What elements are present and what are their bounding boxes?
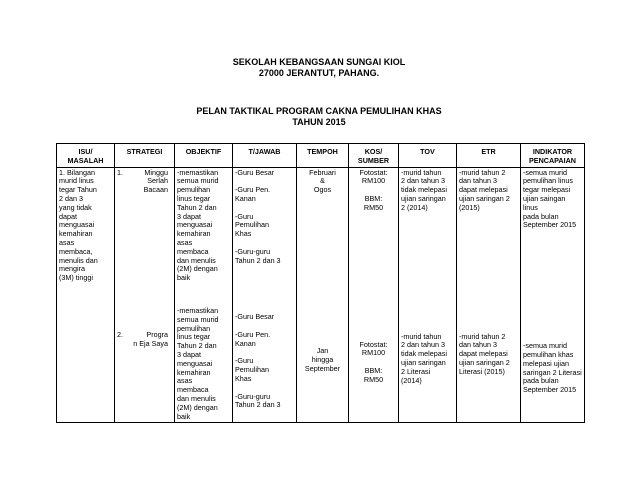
col-header-strategi: STRATEGI [115,144,175,168]
col-header-objektif: OBJEKTIF [175,144,233,168]
col-header-isu: ISU/ MASALAH [57,144,115,168]
objective-cell [175,167,233,423]
responsible-text: -Guru Besar -Guru Pen. Kanan -Guru Pemulihan Khas -Guru-guru Tahun 2 dan 3 [235,312,281,410]
strategy-number: 1. [117,167,123,177]
table-row [57,167,585,423]
col-header-etr: ETR [457,144,521,168]
cost-cell [349,167,399,423]
tov-cell [399,167,457,423]
indicator-text: -semua murid pemulihan linus tegar melepasi ujian saingan linus pada bulan September 2015 [523,167,577,230]
strategy-text: Progra n Eja Saya [133,329,168,348]
objective-text: -memastikan semua murid pemulihan linus tegar Tahun 2 dan 3 dapat menguasai kemahiran asas membaca dan menulis (2M) dengan baik [177,167,219,283]
col-header-tov: TOV [399,144,457,168]
objective-text: -memastikan semua murid pemulihan linus tegar Tahun 2 dan 3 dapat menguasai kemahiran asas membaca dan menulis (2M) dengan baik [177,305,219,421]
etr-text: -murid tahun 2 dan tahun 3 dapat melepasi ujian saringan 2 Literasi (2015) [459,331,510,376]
issue-text: 1. Bilangan murid linus tegar Tahun 2 dan 3 yang tidak dapat menguasai kemahiran asas membaca, menulis dan mengira (3M) tinggi [59,167,98,283]
school-name: SEKOLAH KEBANGSAAN SUNGAI KIOL [232,57,406,67]
indicator-cell [521,167,585,423]
col-header-indikator: INDIKATOR PENCAPAIAN [521,144,585,168]
period-text: Jan hingga September [304,345,341,373]
strategy-text: Minggu Serlah Bacaan [143,167,168,195]
school-address: 27000 JERANTUT, PAHANG. [258,68,380,78]
tactical-plan-table [56,143,585,423]
plan-year: TAHUN 2015 [292,117,346,127]
period-cell [297,167,349,423]
col-header-tempoh: TEMPOH [297,144,349,168]
indicator-text: -semua murid pemulihan khas melepasi ujian saringan 2 Literasi pada bulan September 2015 [523,341,582,395]
etr-text: -murid tahun 2 dan tahun 3 dapat melepasi ujian saringan 2 (2015) [459,167,510,212]
col-header-kos: KOS/ SUMBER [349,144,399,168]
etr-cell [457,167,521,423]
issue-cell [57,167,115,423]
responsible-cell [233,167,297,423]
period-text: Februari & Ogos [309,167,336,195]
tov-text: -murid tahun 2 dan tahun 3 tidak melepasi ujian saringan 2 Literasi (2014) [401,331,447,385]
strategy-number: 2. [117,329,123,339]
col-header-tjawab: T/JAWAB [233,144,297,168]
plan-title: PELAN TAKTIKAL PROGRAM CAKNA PEMULIHAN KHAS [196,106,442,116]
responsible-text: -Guru Besar -Guru Pen. Kanan -Guru Pemulihan Khas -Guru-guru Tahun 2 dan 3 [235,167,281,265]
tov-text: -murid tahun 2 dan tahun 3 tidak melepasi ujian saringan 2 (2014) [401,167,447,212]
cost-text: Fotostat: RM100 BBM: RM50 [359,167,388,212]
table-header-row [57,144,585,168]
cost-text: Fotostat: RM100 BBM: RM50 [359,339,388,384]
strategy-cell [115,167,175,423]
